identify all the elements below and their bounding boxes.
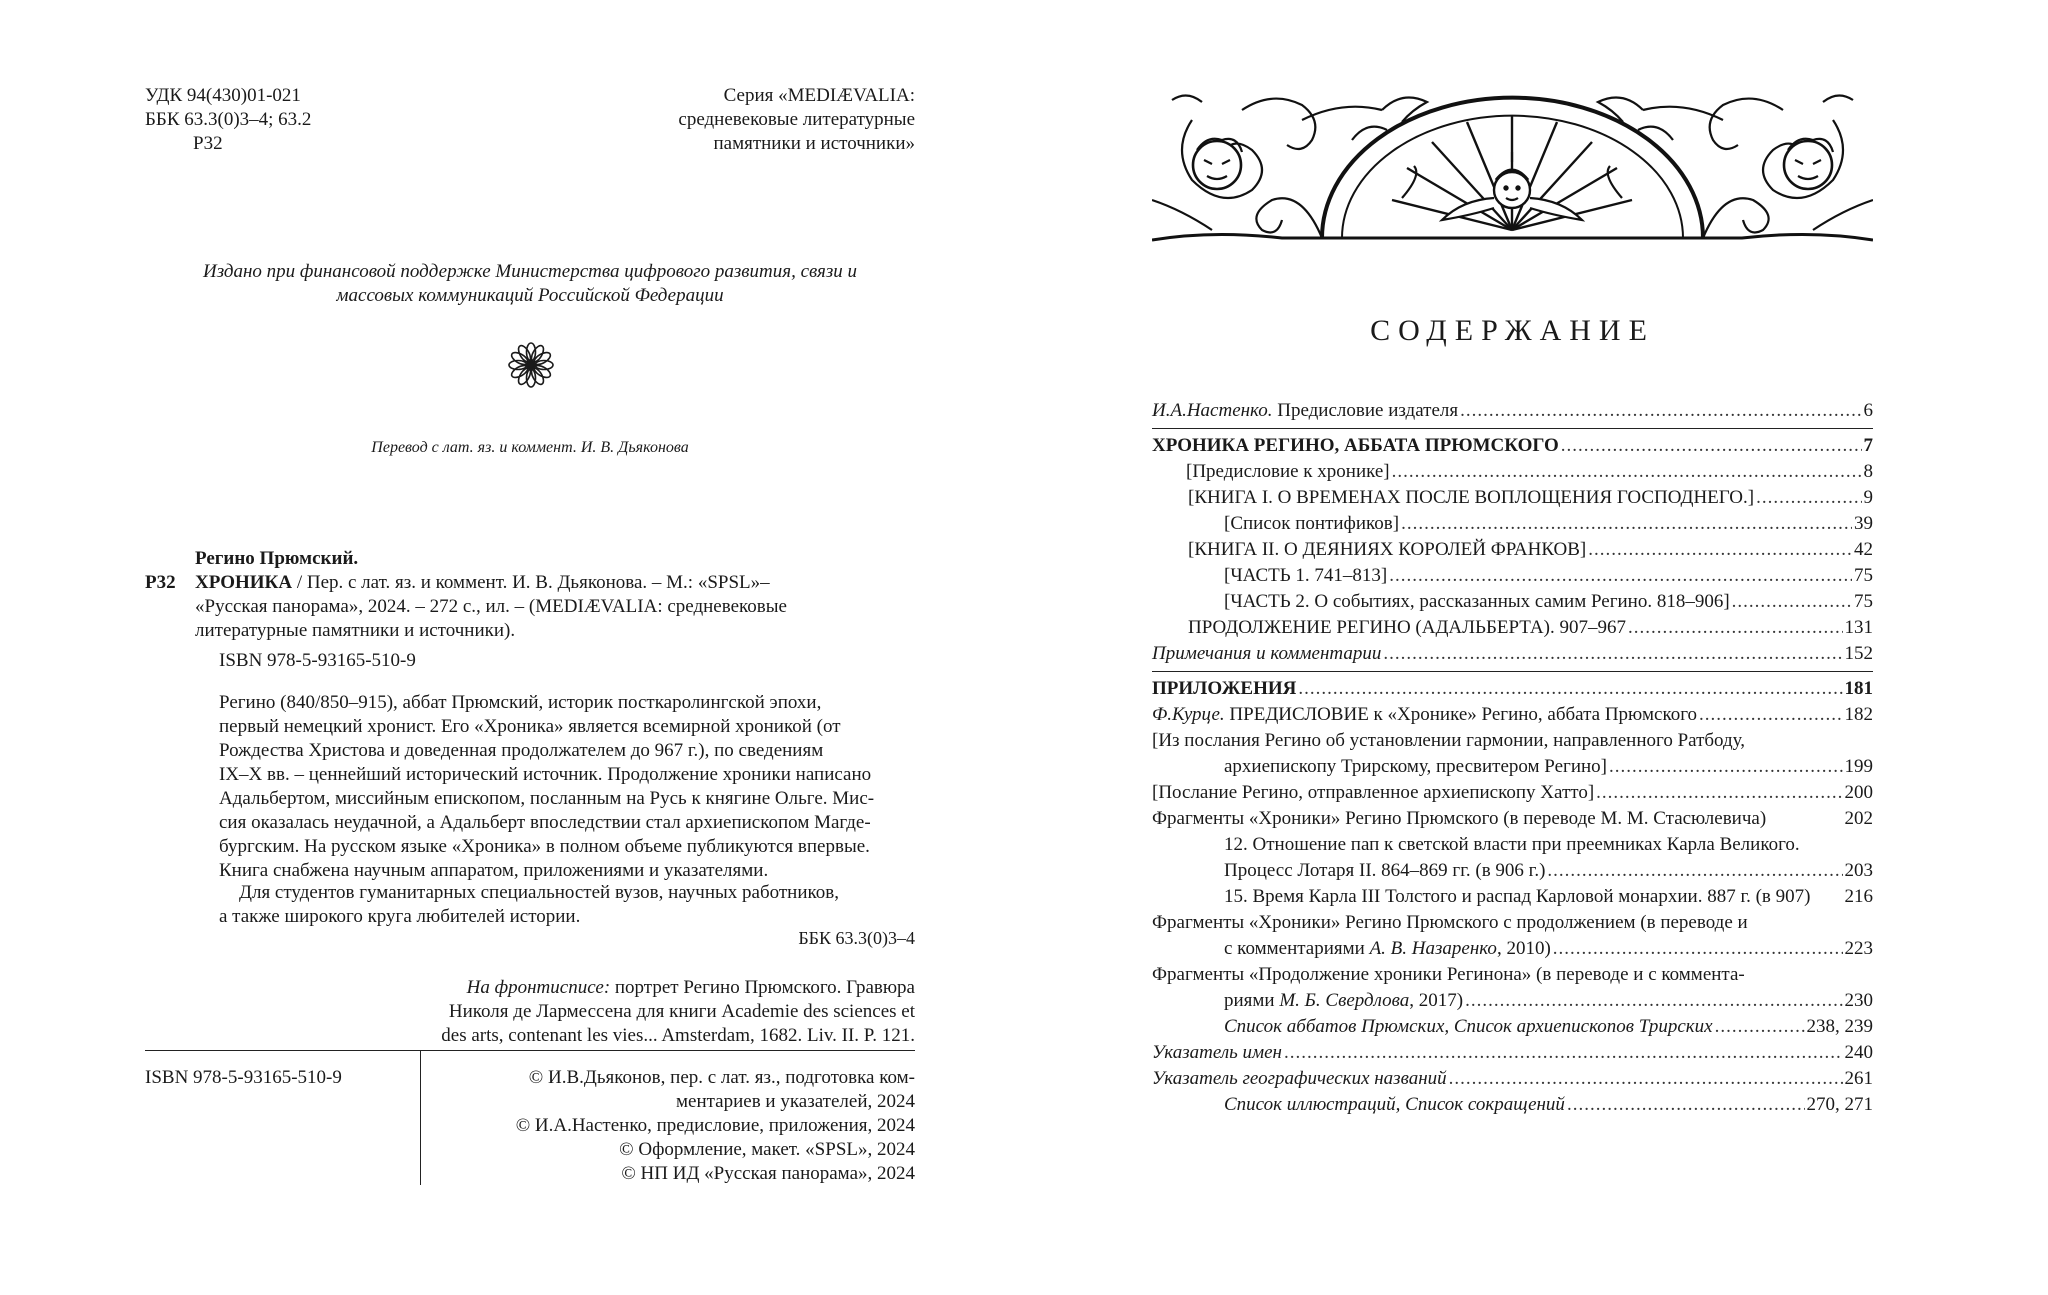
toc-entry-title [1224, 754, 1607, 780]
toc-entry-text: [Список понтификов] [1224, 513, 1400, 534]
toc-entry-text: [ЧАСТЬ 1. 741–813] [1224, 565, 1388, 586]
copyright-block [430, 1066, 915, 1186]
toc-entry[interactable] [1152, 858, 1873, 884]
toc-page-number: 8 [1863, 461, 1873, 482]
toc-page-number: 181 [1844, 678, 1873, 699]
toc-entry-title [1224, 988, 1463, 1014]
toc-page-number: 199 [1844, 756, 1873, 777]
toc-entry-text: риями [1224, 990, 1280, 1011]
toc-page-number: 203 [1844, 860, 1873, 881]
toc-leader-dots [1284, 1040, 1843, 1066]
toc-leader-dots [1567, 1092, 1805, 1118]
toc-entry-title [1188, 615, 1626, 641]
classification-block [145, 84, 311, 156]
series-block [560, 84, 915, 156]
toc-leader-dots [1628, 615, 1843, 641]
toc-entry-editor: М. Б. Свердлова [1279, 990, 1410, 1011]
translation-note: Перевод с лат. яз. и коммент. И. В. Дьяконова [371, 439, 689, 456]
toc-page-number: 200 [1844, 782, 1873, 803]
title-line [195, 571, 787, 595]
toc-entry[interactable] [1152, 589, 1873, 615]
toc-entry-title [1152, 806, 1766, 832]
isbn-bottom: ISBN 978-5-93165-510-9 [145, 1067, 342, 1088]
toc-leader-dots [1553, 936, 1843, 962]
toc-page-number: 42 [1854, 539, 1873, 560]
toc-leader-dots [1561, 433, 1862, 459]
frontispiece-line: des arts, contenant les vies... Amsterdam, 1682. Liv. II. P. 121. [441, 1025, 915, 1046]
isbn-line: ISBN 978-5-93165-510-9 [219, 650, 416, 671]
copyright-line: © Оформление, макет. «SPSL», 2024 [619, 1139, 915, 1160]
frontispiece-label: На фронтисписе: [466, 977, 611, 998]
toc-entry[interactable] [1152, 832, 1873, 858]
toc-page-number: 230 [1844, 990, 1873, 1011]
author-code: Р32 [193, 133, 223, 154]
toc-entry-title [1224, 936, 1551, 962]
series-line: Серия «MEDIÆVALIA: [723, 85, 915, 106]
toc-leader-dots [1449, 1066, 1843, 1092]
support-line: Издано при финансовой поддержке Министерства цифрового развития, связи и [202, 261, 858, 282]
annotation-line: Адальбертом, миссийным епископом, посланным на Русь к княгине Ольге. Мис- [219, 788, 875, 809]
annotation [219, 691, 874, 883]
toc-entry-text: [КНИГА II. О ДЕЯНИЯХ КОРОЛЕЙ ФРАНКОВ] [1188, 539, 1587, 560]
annotation-line: бургским. На русском языке «Хроника» в полном объеме публикуются впервые. [219, 836, 870, 857]
toc-entry-text: 15. Время Карла III Толстого и распад Карловой монархии. 887 г. (в 907) [1224, 886, 1811, 907]
toc-entry-text: архиепископу Трирскому, пресвитером Регино] [1224, 756, 1607, 777]
toc-entry[interactable] [1152, 884, 1873, 910]
toc-entry[interactable] [1152, 962, 1873, 988]
series-line: памятники и источники» [713, 133, 915, 154]
toc-entry-author: Ф.Курце. [1152, 704, 1225, 725]
toc-entry-text: Процесс Лотаря II. 864–869 гг. (в 906 г.) [1224, 860, 1546, 881]
toc-page-number: 240 [1844, 1042, 1873, 1063]
toc-leader-dots [1756, 485, 1861, 511]
toc-leader-dots [1715, 1014, 1805, 1040]
toc-leader-dots [1588, 537, 1852, 563]
title-line: литературные памятники и источники). [195, 620, 516, 641]
vertical-divider [420, 1050, 421, 1185]
bbk-code: ББК 63.3(0)3–4; 63.2 [145, 109, 312, 130]
toc-entry-title [1224, 563, 1387, 589]
support-line: массовых коммуникаций Российской Федерации [336, 285, 724, 306]
annotation-line: первый немецкий хронист. Его «Хроника» является всемирной хроникой (от [219, 716, 841, 737]
copyright-line: © И.В.Дьяконов, пер. с лат. яз., подготовка ком- [528, 1067, 915, 1088]
toc-entry-title [1152, 1066, 1447, 1092]
toc-page-number: 39 [1854, 513, 1873, 534]
rosette-icon [505, 339, 557, 391]
toc-leader-dots [1609, 754, 1843, 780]
bibliographic-record [195, 547, 787, 673]
toc-entry-title [1186, 459, 1390, 485]
toc-leader-dots [1547, 858, 1842, 884]
toc-entry-text: Фрагменты «Хроники» Регино Прюмского с продолжением (в переводе и [1152, 912, 1748, 933]
toc-entry[interactable] [1152, 1066, 1873, 1092]
toc-entry-title [1152, 433, 1559, 459]
baroque-headpiece-ornament [1152, 80, 1873, 248]
copyright-line: © НП ИД «Русская панорама», 2024 [621, 1163, 915, 1184]
divider-line [145, 1050, 915, 1051]
toc-entry-text: [Послание Регино, отправленное архиепископу Хатто] [1152, 782, 1595, 803]
toc-page-number: 261 [1844, 1068, 1873, 1089]
toc-page-number: 75 [1854, 565, 1873, 586]
toc-leader-dots [1383, 641, 1842, 667]
toc-entry[interactable] [1152, 398, 1873, 424]
frontispiece-text: портрет Регино Прюмского. Гравюра [610, 977, 915, 998]
series-line: средневековые литературные [678, 109, 915, 130]
toc-entry[interactable] [1152, 1092, 1873, 1118]
toc-entry-title [1224, 884, 1810, 910]
toc-entry-text: [Предисловие к хронике] [1186, 461, 1390, 482]
toc-leader-dots [1389, 563, 1852, 589]
annotation-line: Рождества Христова и доведенная продолжателем до 967 г.), по сведениям [219, 740, 824, 761]
toc-entry[interactable] [1152, 780, 1873, 806]
toc-leader-dots [1465, 988, 1842, 1014]
toc-entry[interactable] [1152, 563, 1873, 589]
toc-entry-text: [ЧАСТЬ 2. О событиях, рассказанных самим Регино. 818–906] [1224, 591, 1730, 612]
toc-page-number: 216 [1844, 886, 1873, 907]
toc-entry-title [1152, 398, 1458, 424]
toc-entry-editor: А. В. Назаренко [1369, 938, 1497, 959]
toc-entry-text: , 2010) [1496, 938, 1551, 959]
toc-entry[interactable] [1152, 1040, 1873, 1066]
toc-entry-title [1152, 676, 1296, 702]
page-title: СОДЕРЖАНИЕ [1370, 314, 1655, 347]
toc-entry-text: Фрагменты «Хроники» Регино Прюмского (в переводе М. М. Стасюлевича) [1152, 808, 1767, 829]
toc-entry-text: ХРОНИКА РЕГИНО, АББАТА ПРЮМСКОГО [1152, 435, 1559, 456]
toc-leader-dots [1699, 702, 1842, 728]
toc-entry-title [1188, 537, 1586, 563]
bbk-bottom: ББК 63.3(0)3–4 [798, 928, 915, 948]
toc-entry-author: И.А.Настенко. [1152, 400, 1273, 421]
toc-page-number: 270, 271 [1806, 1094, 1873, 1115]
book-title: ХРОНИКА [195, 572, 293, 593]
toc-entry-title [1152, 1040, 1282, 1066]
margin-code: Р32 [145, 572, 176, 593]
title-line: «Русская панорама», 2024. – 272 с., ил. – (MEDIÆVALIA: средневековые [195, 596, 787, 617]
toc-entry-text: Фрагменты «Продолжение хроники Регинона» (в переводе и с коммента- [1152, 964, 1745, 985]
title-rest: / Пер. с лат. яз. и коммент. И. В. Дьяконова. – М.: «SPSL»– [292, 572, 770, 593]
toc-entry-author: Примечания и комментарии [1152, 643, 1382, 664]
toc-page-number: 152 [1844, 643, 1873, 664]
toc-entry[interactable] [1152, 910, 1873, 936]
toc-page-number: 223 [1844, 938, 1873, 959]
toc-entry-title [1224, 511, 1399, 537]
annotation-line: IX–X вв. – ценнейший исторический источник. Продолжение хроники написано [219, 764, 872, 785]
toc-entry[interactable] [1152, 728, 1873, 754]
toc-entry-text: [Из послания Регино об установлении гармонии, направленного Ратбоду, [1152, 730, 1746, 751]
annotation-line: Регино (840/850–915), аббат Прюмский, историк посткаролингской эпохи, [219, 692, 822, 713]
toc-page-number: 131 [1844, 617, 1873, 638]
toc-entry-title [1224, 589, 1730, 615]
toc-entry[interactable] [1152, 988, 1873, 1014]
toc-entry[interactable] [1152, 754, 1873, 780]
toc-entry[interactable] [1152, 459, 1873, 485]
toc-entry-title [1188, 485, 1754, 511]
annotation-line: сия оказалась неудачной, а Адальберт впоследствии стал архиепископом Магде- [219, 812, 871, 833]
toc-entry-title [1224, 1014, 1713, 1040]
toc-entry-text: Предисловие издателя [1272, 400, 1459, 421]
toc-page-number: 75 [1854, 591, 1873, 612]
toc-entry-title [1224, 1092, 1565, 1118]
toc-page-number: 182 [1844, 704, 1873, 725]
toc-entry[interactable] [1152, 806, 1873, 832]
support-note [145, 260, 915, 308]
udk-code: УДК 94(430)01-021 [145, 85, 301, 106]
toc-entry[interactable] [1152, 641, 1873, 667]
toc-entry-title [1152, 780, 1594, 806]
toc-entry[interactable] [1152, 936, 1873, 962]
toc-entry-author: Указатель имен [1152, 1042, 1282, 1063]
toc-entry-author: Указатель географических названий [1152, 1068, 1447, 1089]
toc-leader-dots [1596, 780, 1842, 806]
toc-leader-dots [1392, 459, 1862, 485]
toc-entry-title [1224, 858, 1545, 884]
toc-entry-text: ПРЕДИСЛОВИЕ к «Хронике» Регино, аббата Прюмского [1224, 704, 1698, 725]
copyright-line: © И.А.Настенко, предисловие, приложения, 2024 [515, 1115, 915, 1136]
toc-page-number: 7 [1863, 435, 1873, 456]
table-of-contents [1152, 398, 1873, 1118]
toc-entry[interactable] [1152, 433, 1873, 459]
toc-entry[interactable] [1152, 511, 1873, 537]
toc-separator [1152, 428, 1873, 429]
toc-page-number: 238, 239 [1806, 1016, 1873, 1037]
toc-entry[interactable] [1152, 702, 1873, 728]
toc-leader-dots [1460, 398, 1861, 424]
toc-entry-author: Список аббатов Прюмских, Список архиепископов Трирских [1224, 1016, 1713, 1037]
toc-leader-dots [1732, 589, 1852, 615]
toc-entry-text: 12. Отношение пап к светской власти при преемниках Карла Великого. [1224, 834, 1800, 855]
frontispiece-note [330, 976, 915, 1048]
toc-entry-text: [КНИГА I. О ВРЕМЕНАХ ПОСЛЕ ВОПЛОЩЕНИЯ ГОСПОДНЕГО.] [1188, 487, 1755, 508]
toc-entry-text: ПРОДОЛЖЕНИЕ РЕГИНО (АДАЛЬБЕРТА). 907–967 [1188, 617, 1626, 638]
audience-line: а также широкого круга любителей истории. [219, 906, 581, 927]
toc-page-number: 202 [1844, 808, 1873, 829]
toc-entry[interactable] [1152, 1014, 1873, 1040]
toc-entry[interactable] [1152, 676, 1873, 702]
frontispiece-line: Николя де Лармессена для книги Academie des sciences et [448, 1001, 915, 1022]
toc-entry-title [1152, 641, 1381, 667]
toc-separator [1152, 671, 1873, 672]
toc-entry-author: Список иллюстраций, Список сокращений [1224, 1094, 1565, 1115]
author-name: Регино Прюмский. [195, 548, 359, 569]
frontispiece-line [330, 976, 915, 1000]
toc-entry[interactable] [1152, 485, 1873, 511]
copyright-line: ментариев и указателей, 2024 [676, 1091, 915, 1112]
toc-leader-dots [1298, 676, 1842, 702]
toc-entry-title [1152, 702, 1697, 728]
toc-entry-text: ПРИЛОЖЕНИЯ [1152, 678, 1297, 699]
toc-entry-text: с комментариями [1224, 938, 1370, 959]
toc-entry[interactable] [1152, 615, 1873, 641]
audience [219, 881, 839, 929]
toc-entry-text: , 2017) [1409, 990, 1464, 1011]
toc-page-number: 6 [1863, 400, 1873, 421]
toc-entry[interactable] [1152, 537, 1873, 563]
toc-leader-dots [1401, 511, 1852, 537]
audience-line: Для студентов гуманитарных специальностей вузов, научных работников, [239, 882, 840, 903]
toc-page-number: 9 [1863, 487, 1873, 508]
annotation-line: Книга снабжена научным аппаратом, приложениями и указателями. [219, 860, 769, 881]
